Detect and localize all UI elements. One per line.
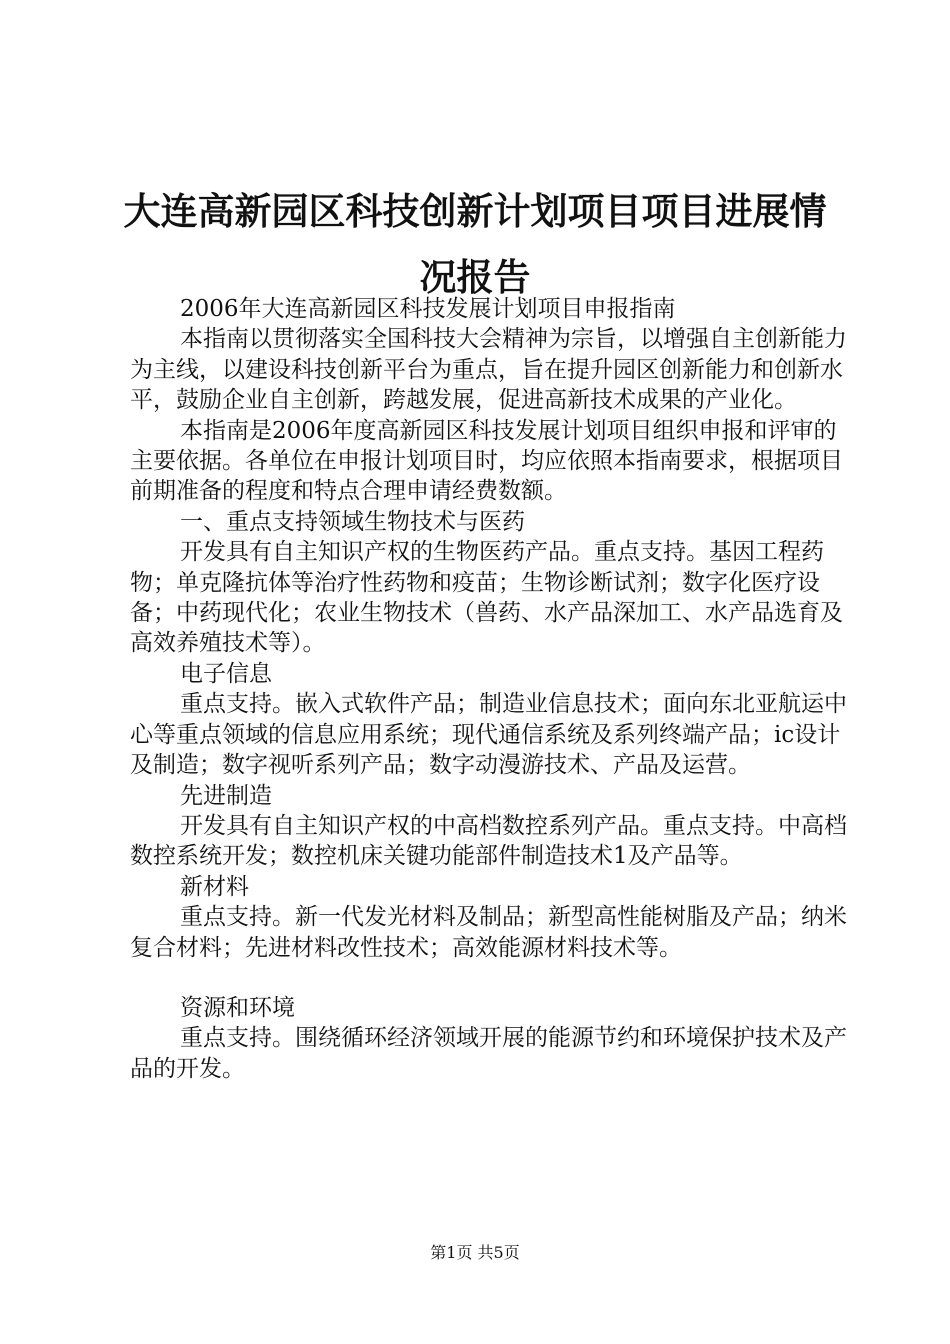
- document-body: [130, 294, 850, 1084]
- section-heading-environment: 资源和环境: [180, 994, 295, 1021]
- section-heading-manufacturing: 先进制造: [180, 782, 272, 809]
- paragraph-spacer: [130, 963, 850, 993]
- paragraph-manufacturing: 开发具有自主知识产权的中高档数控系列产品。重点支持。中高档数控系统开发；数控机床关键功能部件制造技术1及产品等。: [130, 812, 847, 870]
- paragraph-materials: 重点支持。新一代发光材料及制品；新型高性能树脂及产品；纳米复合材料；先进材料改性技术；高效能源材料技术等。: [130, 904, 847, 961]
- paragraph-intro: 本指南以贯彻落实全国科技大会精神为宗旨，以增强自主创新能力为主线，以建设科技创新平台为重点，旨在提升园区创新能力和创新水平，鼓励企业自主创新，跨越发展，促进高新技术成果的产业化。: [130, 326, 847, 414]
- page-footer: 第1页 共5页: [430, 1243, 520, 1262]
- document-title: 大连高新园区科技创新计划项目项目进展情况报告: [123, 189, 827, 299]
- section-heading-electronics: 电子信息: [180, 660, 272, 687]
- paragraph-guide-heading: 2006年大连高新园区科技发展计划项目申报指南: [180, 296, 676, 322]
- section-heading-materials: 新材料: [180, 873, 249, 900]
- paragraph-biotech: 开发具有自主知识产权的生物医药产品。重点支持。基因工程药物；单克隆抗体等治疗性药物和疫苗；生物诊断试剂；数字化医疗设备；中药现代化；农业生物技术（兽药、水产品深加工、水产品选育及高效养殖技术等）。: [130, 539, 843, 657]
- paragraph-electronics: 重点支持。嵌入式软件产品；制造业信息技术；面向东北亚航运中心等重点领域的信息应用系统；现代通信系统及系列终端产品；ic设计及制造；数字视听系列产品；数字动漫游技术、产品及运营。: [130, 691, 847, 779]
- paragraph-environment: 重点支持。围绕循环经济领域开展的能源节约和环境保护技术及产品的开发。: [130, 1025, 847, 1082]
- paragraph-basis: 本指南是2006年度高新园区科技发展计划项目组织申报和评审的主要依据。各单位在申报计划项目时，均应依照本指南要求，根据项目前期准备的程度和特点合理申请经费数额。: [130, 417, 843, 505]
- section-heading-biotech: 一、重点支持领域生物技术与医药: [180, 508, 525, 535]
